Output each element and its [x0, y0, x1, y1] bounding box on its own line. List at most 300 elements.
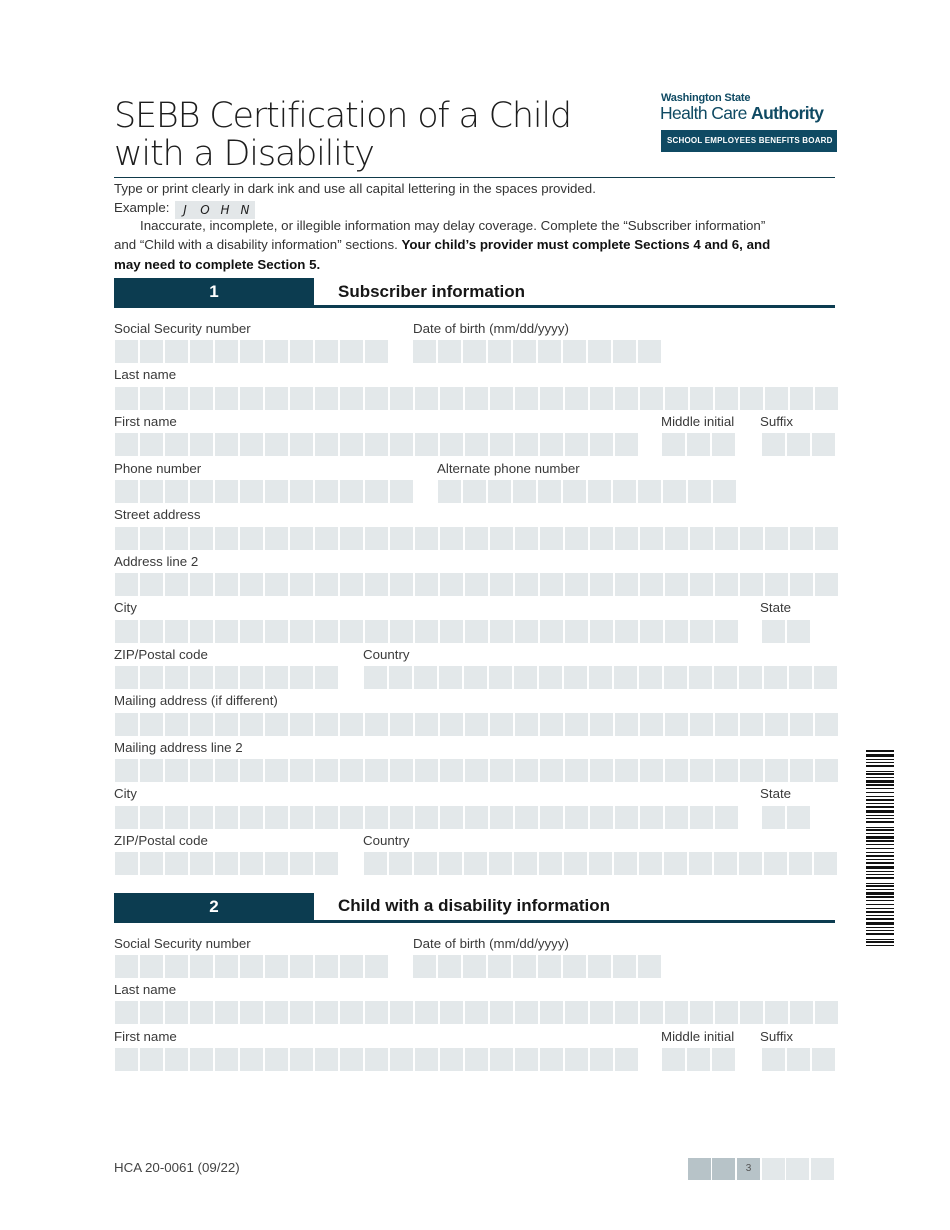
char-box[interactable]: [564, 666, 587, 689]
char-box[interactable]: [190, 480, 213, 503]
char-box[interactable]: [589, 852, 612, 875]
char-box[interactable]: [115, 759, 138, 782]
char-box[interactable]: [565, 387, 588, 410]
char-box[interactable]: [465, 527, 488, 550]
char-box[interactable]: [787, 806, 810, 829]
char-box[interactable]: [340, 387, 363, 410]
char-box[interactable]: [687, 433, 710, 456]
char-box[interactable]: [640, 713, 663, 736]
char-box[interactable]: [814, 852, 837, 875]
char-box[interactable]: [440, 1001, 463, 1024]
char-box[interactable]: [665, 806, 688, 829]
char-box[interactable]: [565, 713, 588, 736]
char-box[interactable]: [665, 759, 688, 782]
char-box[interactable]: [115, 955, 138, 978]
char-box[interactable]: [115, 387, 138, 410]
char-box[interactable]: [690, 527, 713, 550]
char-box[interactable]: [215, 806, 238, 829]
char-box[interactable]: [365, 433, 388, 456]
char-box[interactable]: [664, 666, 687, 689]
char-box[interactable]: [290, 527, 313, 550]
char-box[interactable]: [690, 387, 713, 410]
char-box[interactable]: [115, 340, 138, 363]
char-box[interactable]: [190, 620, 213, 643]
char-box[interactable]: [740, 713, 763, 736]
char-box[interactable]: [340, 573, 363, 596]
char-box[interactable]: [514, 666, 537, 689]
char-box[interactable]: [515, 527, 538, 550]
char-box[interactable]: [490, 759, 513, 782]
char-box[interactable]: [290, 713, 313, 736]
char-box[interactable]: [815, 713, 838, 736]
mailing-input[interactable]: [115, 713, 838, 736]
char-box[interactable]: [515, 759, 538, 782]
char-box[interactable]: [540, 1001, 563, 1024]
char-box[interactable]: [538, 955, 561, 978]
char-box[interactable]: [365, 480, 388, 503]
char-box[interactable]: [438, 955, 461, 978]
char-box[interactable]: [613, 955, 636, 978]
char-box[interactable]: [764, 666, 787, 689]
char-box[interactable]: [465, 433, 488, 456]
char-box[interactable]: [165, 713, 188, 736]
char-box[interactable]: [190, 573, 213, 596]
char-box[interactable]: [115, 480, 138, 503]
char-box[interactable]: [640, 759, 663, 782]
char-box[interactable]: [615, 713, 638, 736]
char-box[interactable]: [115, 527, 138, 550]
char-box[interactable]: [290, 955, 313, 978]
char-box[interactable]: [712, 1048, 735, 1071]
char-box[interactable]: [465, 1001, 488, 1024]
child-suffix-input[interactable]: [762, 1048, 835, 1071]
char-box[interactable]: [315, 1001, 338, 1024]
char-box[interactable]: [765, 573, 788, 596]
char-box[interactable]: [365, 527, 388, 550]
char-box[interactable]: [690, 620, 713, 643]
char-box[interactable]: [490, 433, 513, 456]
char-box[interactable]: [762, 1048, 785, 1071]
char-box[interactable]: [440, 527, 463, 550]
first-name-input[interactable]: [115, 433, 638, 456]
state-input[interactable]: [762, 620, 810, 643]
char-box[interactable]: [340, 340, 363, 363]
char-box[interactable]: [663, 480, 686, 503]
address2-input[interactable]: [115, 573, 838, 596]
char-box[interactable]: [715, 620, 738, 643]
char-box[interactable]: [240, 955, 263, 978]
street-input[interactable]: [115, 527, 838, 550]
char-box[interactable]: [240, 573, 263, 596]
char-box[interactable]: [140, 759, 163, 782]
char-box[interactable]: [115, 573, 138, 596]
char-box[interactable]: [390, 527, 413, 550]
char-box[interactable]: [390, 387, 413, 410]
char-box[interactable]: [415, 1001, 438, 1024]
char-box[interactable]: [489, 852, 512, 875]
char-box[interactable]: [265, 573, 288, 596]
char-box[interactable]: [265, 387, 288, 410]
char-box[interactable]: [715, 759, 738, 782]
char-box[interactable]: [190, 666, 213, 689]
char-box[interactable]: [390, 759, 413, 782]
char-box[interactable]: [715, 713, 738, 736]
char-box[interactable]: [215, 480, 238, 503]
char-box[interactable]: [290, 1001, 313, 1024]
char-box[interactable]: [340, 713, 363, 736]
char-box[interactable]: [515, 1048, 538, 1071]
char-box[interactable]: [439, 852, 462, 875]
char-box[interactable]: [565, 573, 588, 596]
char-box[interactable]: [762, 433, 785, 456]
char-box[interactable]: [115, 1048, 138, 1071]
char-box[interactable]: [165, 1048, 188, 1071]
char-box[interactable]: [215, 1001, 238, 1024]
char-box[interactable]: [165, 527, 188, 550]
char-box[interactable]: [265, 480, 288, 503]
char-box[interactable]: [665, 620, 688, 643]
char-box[interactable]: [165, 480, 188, 503]
char-box[interactable]: [440, 759, 463, 782]
char-box[interactable]: [565, 806, 588, 829]
alt-phone-input[interactable]: [438, 480, 736, 503]
char-box[interactable]: [115, 666, 138, 689]
char-box[interactable]: [515, 713, 538, 736]
char-box[interactable]: [140, 527, 163, 550]
char-box[interactable]: [140, 480, 163, 503]
char-box[interactable]: [365, 713, 388, 736]
char-box[interactable]: [240, 527, 263, 550]
char-box[interactable]: [364, 666, 387, 689]
char-box[interactable]: [762, 620, 785, 643]
char-box[interactable]: [489, 666, 512, 689]
char-box[interactable]: [365, 340, 388, 363]
char-box[interactable]: [140, 1001, 163, 1024]
char-box[interactable]: [639, 666, 662, 689]
char-box[interactable]: [638, 955, 661, 978]
char-box[interactable]: [589, 666, 612, 689]
ssn-input[interactable]: [115, 340, 388, 363]
char-box[interactable]: [190, 955, 213, 978]
char-box[interactable]: [615, 1048, 638, 1071]
char-box[interactable]: [414, 666, 437, 689]
char-box[interactable]: [590, 433, 613, 456]
char-box[interactable]: [340, 480, 363, 503]
char-box[interactable]: [240, 340, 263, 363]
mail-state-input[interactable]: [762, 806, 810, 829]
char-box[interactable]: [715, 806, 738, 829]
char-box[interactable]: [265, 713, 288, 736]
char-box[interactable]: [564, 852, 587, 875]
char-box[interactable]: [390, 1048, 413, 1071]
mail-zip-input[interactable]: [115, 852, 338, 875]
char-box[interactable]: [415, 433, 438, 456]
char-box[interactable]: [365, 387, 388, 410]
char-box[interactable]: [665, 527, 688, 550]
char-box[interactable]: [689, 852, 712, 875]
char-box[interactable]: [440, 620, 463, 643]
char-box[interactable]: [789, 852, 812, 875]
char-box[interactable]: [490, 1001, 513, 1024]
char-box[interactable]: [464, 666, 487, 689]
char-box[interactable]: [315, 527, 338, 550]
char-box[interactable]: [413, 955, 436, 978]
char-box[interactable]: [140, 666, 163, 689]
char-box[interactable]: [165, 955, 188, 978]
char-box[interactable]: [315, 666, 338, 689]
char-box[interactable]: [390, 1001, 413, 1024]
char-box[interactable]: [488, 340, 511, 363]
char-box[interactable]: [565, 1048, 588, 1071]
char-box[interactable]: [465, 713, 488, 736]
char-box[interactable]: [513, 340, 536, 363]
char-box[interactable]: [140, 1048, 163, 1071]
char-box[interactable]: [190, 713, 213, 736]
char-box[interactable]: [789, 666, 812, 689]
char-box[interactable]: [812, 433, 835, 456]
char-box[interactable]: [790, 759, 813, 782]
char-box[interactable]: [190, 1048, 213, 1071]
country-input[interactable]: [364, 666, 837, 689]
char-box[interactable]: [488, 955, 511, 978]
char-box[interactable]: [690, 573, 713, 596]
char-box[interactable]: [440, 806, 463, 829]
char-box[interactable]: [490, 387, 513, 410]
char-box[interactable]: [815, 527, 838, 550]
char-box[interactable]: [365, 620, 388, 643]
char-box[interactable]: [515, 387, 538, 410]
char-box[interactable]: [315, 713, 338, 736]
char-box[interactable]: [540, 806, 563, 829]
char-box[interactable]: [490, 806, 513, 829]
char-box[interactable]: [740, 573, 763, 596]
mailing2-input[interactable]: [115, 759, 838, 782]
char-box[interactable]: [665, 573, 688, 596]
last-name-input[interactable]: [115, 387, 838, 410]
char-box[interactable]: [740, 1001, 763, 1024]
char-box[interactable]: [540, 620, 563, 643]
char-box[interactable]: [215, 666, 238, 689]
char-box[interactable]: [538, 480, 561, 503]
char-box[interactable]: [662, 433, 685, 456]
char-box[interactable]: [240, 480, 263, 503]
char-box[interactable]: [790, 573, 813, 596]
char-box[interactable]: [365, 1048, 388, 1071]
char-box[interactable]: [165, 573, 188, 596]
char-box[interactable]: [790, 713, 813, 736]
char-box[interactable]: [290, 433, 313, 456]
char-box[interactable]: [665, 713, 688, 736]
char-box[interactable]: [590, 527, 613, 550]
char-box[interactable]: [365, 806, 388, 829]
char-box[interactable]: [540, 387, 563, 410]
char-box[interactable]: [415, 806, 438, 829]
char-box[interactable]: [715, 527, 738, 550]
char-box[interactable]: [365, 1001, 388, 1024]
char-box[interactable]: [565, 759, 588, 782]
char-box[interactable]: [290, 806, 313, 829]
char-box[interactable]: [539, 852, 562, 875]
char-box[interactable]: [265, 852, 288, 875]
char-box[interactable]: [615, 1001, 638, 1024]
char-box[interactable]: [640, 527, 663, 550]
char-box[interactable]: [714, 852, 737, 875]
char-box[interactable]: [662, 1048, 685, 1071]
char-box[interactable]: [615, 433, 638, 456]
char-box[interactable]: [614, 852, 637, 875]
char-box[interactable]: [190, 527, 213, 550]
char-box[interactable]: [340, 806, 363, 829]
zip-input[interactable]: [115, 666, 338, 689]
char-box[interactable]: [664, 852, 687, 875]
char-box[interactable]: [290, 340, 313, 363]
char-box[interactable]: [190, 759, 213, 782]
char-box[interactable]: [165, 666, 188, 689]
char-box[interactable]: [240, 806, 263, 829]
char-box[interactable]: [265, 806, 288, 829]
char-box[interactable]: [240, 666, 263, 689]
char-box[interactable]: [315, 806, 338, 829]
char-box[interactable]: [438, 480, 461, 503]
char-box[interactable]: [515, 806, 538, 829]
char-box[interactable]: [465, 806, 488, 829]
char-box[interactable]: [538, 340, 561, 363]
char-box[interactable]: [140, 806, 163, 829]
char-box[interactable]: [787, 620, 810, 643]
char-box[interactable]: [290, 666, 313, 689]
char-box[interactable]: [365, 573, 388, 596]
char-box[interactable]: [715, 573, 738, 596]
char-box[interactable]: [590, 806, 613, 829]
char-box[interactable]: [615, 387, 638, 410]
char-box[interactable]: [365, 759, 388, 782]
char-box[interactable]: [765, 713, 788, 736]
char-box[interactable]: [215, 1048, 238, 1071]
char-box[interactable]: [540, 527, 563, 550]
char-box[interactable]: [290, 759, 313, 782]
char-box[interactable]: [615, 806, 638, 829]
char-box[interactable]: [265, 955, 288, 978]
char-box[interactable]: [465, 573, 488, 596]
char-box[interactable]: [615, 573, 638, 596]
char-box[interactable]: [414, 852, 437, 875]
char-box[interactable]: [765, 1001, 788, 1024]
char-box[interactable]: [715, 1001, 738, 1024]
phone-input[interactable]: [115, 480, 413, 503]
char-box[interactable]: [190, 433, 213, 456]
char-box[interactable]: [815, 387, 838, 410]
char-box[interactable]: [115, 852, 138, 875]
char-box[interactable]: [515, 433, 538, 456]
char-box[interactable]: [290, 852, 313, 875]
char-box[interactable]: [590, 573, 613, 596]
char-box[interactable]: [290, 573, 313, 596]
char-box[interactable]: [640, 387, 663, 410]
char-box[interactable]: [290, 480, 313, 503]
char-box[interactable]: [165, 852, 188, 875]
child-middle-initial-input[interactable]: [662, 1048, 735, 1071]
char-box[interactable]: [515, 620, 538, 643]
char-box[interactable]: [765, 527, 788, 550]
child-last-name-input[interactable]: [115, 1001, 838, 1024]
char-box[interactable]: [563, 955, 586, 978]
char-box[interactable]: [464, 852, 487, 875]
char-box[interactable]: [315, 387, 338, 410]
char-box[interactable]: [465, 759, 488, 782]
char-box[interactable]: [340, 955, 363, 978]
char-box[interactable]: [714, 666, 737, 689]
char-box[interactable]: [265, 1048, 288, 1071]
char-box[interactable]: [415, 387, 438, 410]
char-box[interactable]: [690, 759, 713, 782]
char-box[interactable]: [690, 1001, 713, 1024]
char-box[interactable]: [665, 387, 688, 410]
char-box[interactable]: [240, 713, 263, 736]
char-box[interactable]: [115, 433, 138, 456]
char-box[interactable]: [140, 852, 163, 875]
char-box[interactable]: [165, 620, 188, 643]
char-box[interactable]: [540, 573, 563, 596]
char-box[interactable]: [190, 852, 213, 875]
char-box[interactable]: [814, 666, 837, 689]
char-box[interactable]: [140, 387, 163, 410]
char-box[interactable]: [790, 527, 813, 550]
char-box[interactable]: [815, 573, 838, 596]
char-box[interactable]: [365, 955, 388, 978]
char-box[interactable]: [115, 620, 138, 643]
char-box[interactable]: [215, 713, 238, 736]
char-box[interactable]: [140, 573, 163, 596]
char-box[interactable]: [415, 573, 438, 596]
char-box[interactable]: [265, 1001, 288, 1024]
char-box[interactable]: [315, 620, 338, 643]
char-box[interactable]: [739, 852, 762, 875]
char-box[interactable]: [740, 759, 763, 782]
char-box[interactable]: [215, 955, 238, 978]
char-box[interactable]: [340, 1001, 363, 1024]
char-box[interactable]: [565, 433, 588, 456]
char-box[interactable]: [415, 620, 438, 643]
char-box[interactable]: [713, 480, 736, 503]
char-box[interactable]: [115, 806, 138, 829]
char-box[interactable]: [265, 759, 288, 782]
char-box[interactable]: [165, 387, 188, 410]
char-box[interactable]: [687, 1048, 710, 1071]
char-box[interactable]: [315, 955, 338, 978]
char-box[interactable]: [613, 340, 636, 363]
char-box[interactable]: [565, 620, 588, 643]
char-box[interactable]: [565, 1001, 588, 1024]
char-box[interactable]: [390, 806, 413, 829]
char-box[interactable]: [590, 620, 613, 643]
char-box[interactable]: [165, 433, 188, 456]
char-box[interactable]: [265, 666, 288, 689]
char-box[interactable]: [740, 387, 763, 410]
char-box[interactable]: [140, 620, 163, 643]
char-box[interactable]: [614, 666, 637, 689]
char-box[interactable]: [787, 433, 810, 456]
char-box[interactable]: [440, 573, 463, 596]
char-box[interactable]: [265, 340, 288, 363]
char-box[interactable]: [190, 387, 213, 410]
char-box[interactable]: [463, 480, 486, 503]
char-box[interactable]: [613, 480, 636, 503]
char-box[interactable]: [513, 955, 536, 978]
char-box[interactable]: [340, 1048, 363, 1071]
char-box[interactable]: [415, 713, 438, 736]
char-box[interactable]: [490, 620, 513, 643]
char-box[interactable]: [740, 527, 763, 550]
